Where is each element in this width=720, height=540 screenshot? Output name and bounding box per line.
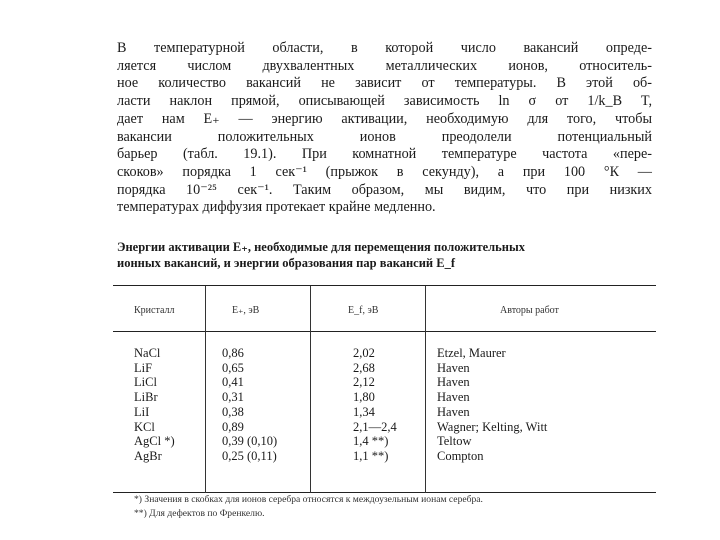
table-top-rule: [113, 285, 656, 286]
cell-authors: Etzel, Maurer: [437, 346, 506, 360]
paragraph-line: ляется числом двухвалентных металлических ионов, относитель-: [117, 57, 652, 74]
cell-authors: Teltow: [437, 434, 472, 449]
cell-authors: Haven: [437, 360, 470, 375]
table-header-rule: [113, 331, 656, 332]
cell-e-f: 2,1—2,4: [353, 419, 397, 434]
paragraph-line: ное количество вакансий не зависит от температуры. В этой об-: [117, 75, 652, 92]
table-caption-line: Энергии активации E₊, необходимые для перемещения положительных: [117, 240, 525, 254]
table-footnotes: [134, 493, 483, 521]
paragraph-line: барьер (табл. 19.1). При комнатной температуре частота «пере-: [117, 146, 652, 163]
cell-authors: Haven: [437, 390, 470, 405]
column-divider: [205, 286, 206, 493]
cell-e-plus: 0,65: [222, 360, 244, 375]
cell-authors: Wagner; Kelting, Witt: [437, 419, 548, 434]
paragraph-line: порядка 10⁻²⁵ сек⁻¹. Таким образом, мы видим, что при низких: [117, 181, 652, 198]
cell-e-f: 2,12: [353, 375, 375, 390]
paragraph-line: вакансии положительных ионов преодолели потенциальный: [117, 128, 652, 145]
body-paragraph: [117, 40, 652, 217]
cell-authors: Haven: [437, 404, 470, 419]
column-e-plus: [222, 346, 277, 464]
table-caption: [117, 240, 642, 271]
paragraph-line: скоков» порядка 1 сек⁻¹ (прыжок в секунду), а при 100 °К —: [117, 163, 652, 180]
paragraph-line: ласти наклон прямой, описывающей зависимость ln σ от 1/k_B T,: [117, 93, 652, 110]
cell-crystal: LiF: [134, 360, 153, 375]
header-crystal: Кристалл: [134, 305, 175, 316]
cell-crystal: AgBr: [134, 448, 162, 463]
paragraph-line: дает нам E₊ — энергию активации, необходимую для того, чтобы: [117, 110, 652, 127]
cell-authors: Haven: [437, 375, 470, 390]
cell-crystal: LiI: [134, 404, 150, 419]
column-authors: [437, 346, 547, 464]
cell-crystal: LiBr: [134, 390, 158, 405]
cell-e-f: 1,34: [353, 404, 375, 419]
cell-e-f: 2,02: [353, 346, 375, 360]
cell-e-plus: 0,31: [222, 390, 244, 405]
header-e-plus: E₊, эВ: [232, 305, 260, 316]
footnote: *) Значения в скобках для ионов серебра относятся к междоузельным ионам серебра.: [134, 494, 483, 505]
paragraph-line: температурах диффузия протекает крайне медленно.: [117, 199, 436, 216]
cell-e-plus: 0,86: [222, 346, 244, 360]
footnote: **) Для дефектов по Френкелю.: [134, 508, 265, 519]
cell-e-plus: 0,41: [222, 375, 244, 390]
cell-e-plus: 0,25 (0,11): [222, 448, 277, 463]
cell-e-f: 1,1 **): [353, 448, 389, 463]
paragraph-line: В температурной области, в которой число вакансий опреде-: [117, 40, 652, 56]
cell-e-plus: 0,89: [222, 419, 244, 434]
cell-e-f: 1,80: [353, 390, 375, 405]
cell-crystal: LiCl: [134, 375, 157, 390]
cell-e-plus: 0,38: [222, 404, 244, 419]
table-caption-line: ионных вакансий, и энергии образования пар вакансий E_f: [117, 255, 456, 270]
cell-authors: Compton: [437, 448, 484, 463]
cell-e-f: 2,68: [353, 360, 375, 375]
column-e-f: [353, 346, 397, 464]
column-divider: [425, 286, 426, 493]
header-authors: Авторы работ: [500, 305, 559, 316]
cell-crystal: AgCl *): [134, 434, 175, 449]
cell-crystal: NaCl: [134, 346, 161, 360]
cell-e-plus: 0,39 (0,10): [222, 434, 278, 449]
cell-crystal: KCl: [134, 419, 155, 434]
column-crystal: [134, 346, 175, 464]
column-divider: [310, 286, 311, 493]
header-e-f: E_f, эВ: [348, 305, 379, 316]
cell-e-f: 1,4 **): [353, 434, 389, 449]
